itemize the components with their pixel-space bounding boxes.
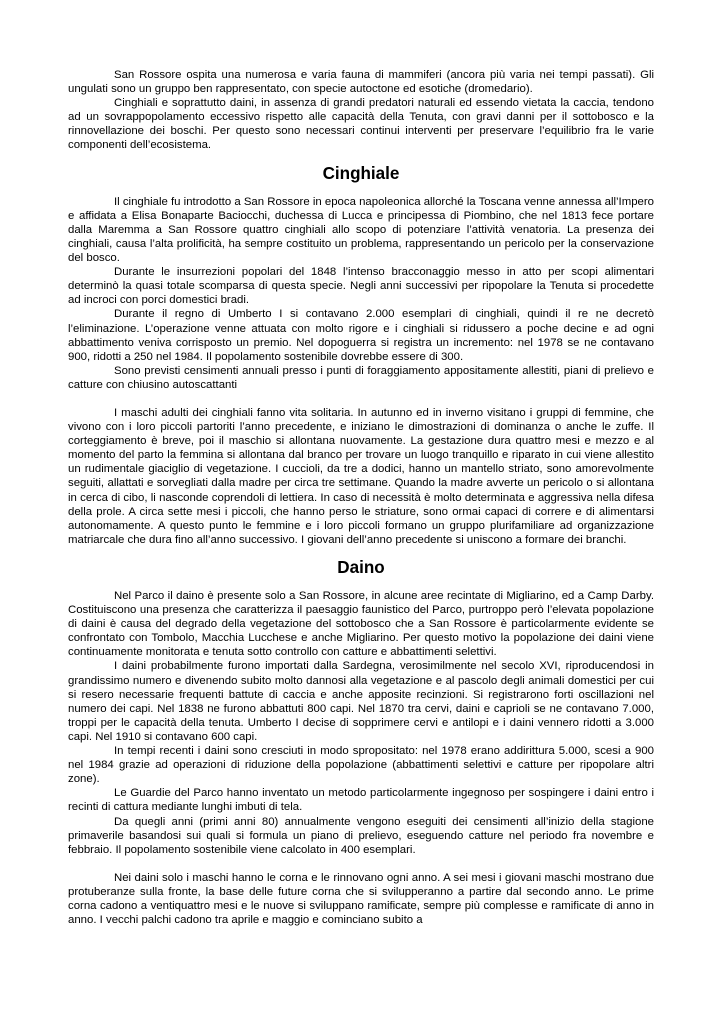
cinghiale-paragraph-3: Durante il regno di Umberto I si contavano 2.000 esemplari di cinghiali, quindi il re ne decretò l’eliminazione. L’operazione venne attuata con molto rigore e i cinghiali si ridussero a poche decine e ad ogni abbattimento veniva corrisposto un premio. Nel dopoguerra si registra un incremento: nel 1978 se ne contavano 900, ridotti a 250 nel 1984. Il popolamento sostenibile dovrebbe essere di 300. bbox=[68, 308, 654, 363]
daino-paragraph-4: Le Guardie del Parco hanno inventato un metodo particolarmente ingegnoso per sospingere i daini entro i recinti di cattura mediante lunghi imbuti di tela. bbox=[68, 787, 654, 814]
cinghiale-paragraph-5: I maschi adulti dei cinghiali fanno vita solitaria. In autunno ed in inverno visitano i gruppi di femmine, che vivono con i loro piccoli partoriti l’anno precedente, e iniziano le dimostrazioni di dominanza o anche le zuffe. Il corteggiamento è breve, poi il maschio si allontana nuovamente. La gestazione dura quattro mesi e mezzo e al momento del parto la femmina si allontana dal branco per trovare un luogo tranquillo e riparato in cui viene allestito un rudimentale giaciglio di vegetazione. I cuccioli, da tre a dodici, hanno un mantello striato, sono amorevolmente seguiti, allattati e sorvegliati dalla madre per circa tre settimane. Quando la madre avverte un pericolo o si allontana in cerca di cibo, li nasconde coprendoli di lettiera. In caso di necessità è molto determinata e aggressiva nella difesa della prole. A circa sette mesi i piccoli, che hanno perso le striature, sono ormai capaci di correre e di alimentarsi autonomamente. A questo punto le femmine e i loro piccoli formano un gruppo plurifamiliare ad organizzazione matriarcale che dura fino all’anno successivo. I giovani dell’anno precedente si uniscono a formare dei branchi. bbox=[68, 406, 654, 546]
daino-paragraph-6: Nei daini solo i maschi hanno le corna e le rinnovano ogni anno. A sei mesi i giovani maschi mostrano due protuberanze sulla fronte, la base delle future corna che si svilupperanno a partire dal secondo anno. Le prime corna cadono a ventiquattro mesi e le nuove si sviluppano ramificate, sempre più complesse e ramificate di anno in anno. I vecchi palchi cadono tra aprile e maggio e cominciano subito a bbox=[68, 871, 654, 927]
daino-paragraph-1: Nel Parco il daino è presente solo a San Rossore, in alcune aree recintate di Migliarino, ed a Camp Darby. Costituiscono una presenza che caratterizza il paesaggio faunistico del Parco, purtroppo però l’elevata popolazione di daini è causa del degrado della vegetazione del sottobosco che a San Rossore è particolarmente evidente se confrontato con Tombolo, Macchia Lucchese e anche Migliarino. Per questo motivo la popolazione dei daini viene continuamente monitorata e tenuta sotto controllo con catture e abbattimenti selettivi. bbox=[68, 590, 654, 659]
daino-paragraph-5: Da quegli anni (primi anni 80) annualmente vengono eseguiti dei censimenti all’inizio della stagione primaverile basandosi sui quali si formula un piano di prelievo, eseguendo catture nel periodo fra novembre e febbraio. Il popolamento sostenibile viene calcolato in 400 esemplari. bbox=[68, 815, 654, 856]
daino-paragraph-3: In tempi recenti i daini sono cresciuti in modo spropositato: nel 1978 erano addirittura 5.000, scesi a 900 nel 1984 grazie ad operazioni di riduzione della popolazione (abbattimenti selettivi e catture per ripopolare altri zone). bbox=[68, 745, 654, 786]
spacer bbox=[68, 857, 654, 871]
cinghiale-paragraph-4: Sono previsti censimenti annuali presso i punti di foraggiamento appositamente allestiti, piani di prelievo e catture con chiusino autoscattanti bbox=[68, 364, 654, 391]
cinghiale-paragraph-2: Durante le insurrezioni popolari del 1848 l’intenso bracconaggio messo in atto per scopi alimentari determinò la quasi totale scomparsa di questa specie. Negli anni successivi per ripopolare la Tenuta si procedette ad incroci con porci domestici bradi. bbox=[68, 266, 654, 307]
heading-cinghiale: Cinghiale bbox=[322, 163, 400, 183]
spacer bbox=[68, 181, 654, 195]
daino-paragraph-2: I daini probabilmente furono importati dalla Sardegna, verosimilmente nel secolo XVI, riproducendosi in grandissimo numero e divenendo subito molto dannosi alla vegetazione e al pascolo degli animali domestici per cui si resero necessarie frequenti battute di caccia e anche apposite recinzioni. Si registrarono forti oscillazioni nel numero dei capi. Nel 1838 ne furono abbattuti 800 capi. Nel 1870 tra cervi, daini e caprioli se ne contavano 7.000, troppi per le capacità della tenuta. Umberto I decise di sopprimere cervi e antilopi e i daini vennero ridotti a 3.000 capi. Nel 1910 si contavano 600 capi. bbox=[68, 660, 654, 743]
spacer bbox=[68, 392, 654, 406]
intro-paragraph-2: Cinghiali e soprattutto daini, in assenza di grandi predatori naturali ed essendo vietata la caccia, tendono ad un sovrappopolamento eccessivo rispetto alle capacità della Tenuta, con gravi danni per il sottobosco e la rinnovellazione dei boschi. Per questo sono necessari continui interventi per preservare l’equilibrio fra le varie componenti dell’ecosistema. bbox=[68, 97, 654, 152]
heading-daino: Daino bbox=[337, 557, 385, 577]
intro-paragraph-1: San Rossore ospita una numerosa e varia fauna di mammiferi (ancora più varia nei tempi passati). Gli ungulati sono un gruppo ben rappresentato, con specie autoctone ed esotiche (dromedario). bbox=[68, 69, 654, 96]
spacer bbox=[68, 575, 654, 589]
cinghiale-paragraph-1: Il cinghiale fu introdotto a San Rossore in epoca napoleonica allorché la Toscana venne annessa all’Impero e affidata a Elisa Bonaparte Baciocchi, duchessa di Lucca e principessa di Piombino, che nel 1813 fece portare dalla Maremma a San Rossore quattro cinghiali allo scopo di potenziare l’attività venatoria. La presenza dei cinghiali, causa l’alta prolificità, ha sempre costituito un problema, rappresentando un pericolo per la conservazione del bosco. bbox=[68, 195, 654, 265]
